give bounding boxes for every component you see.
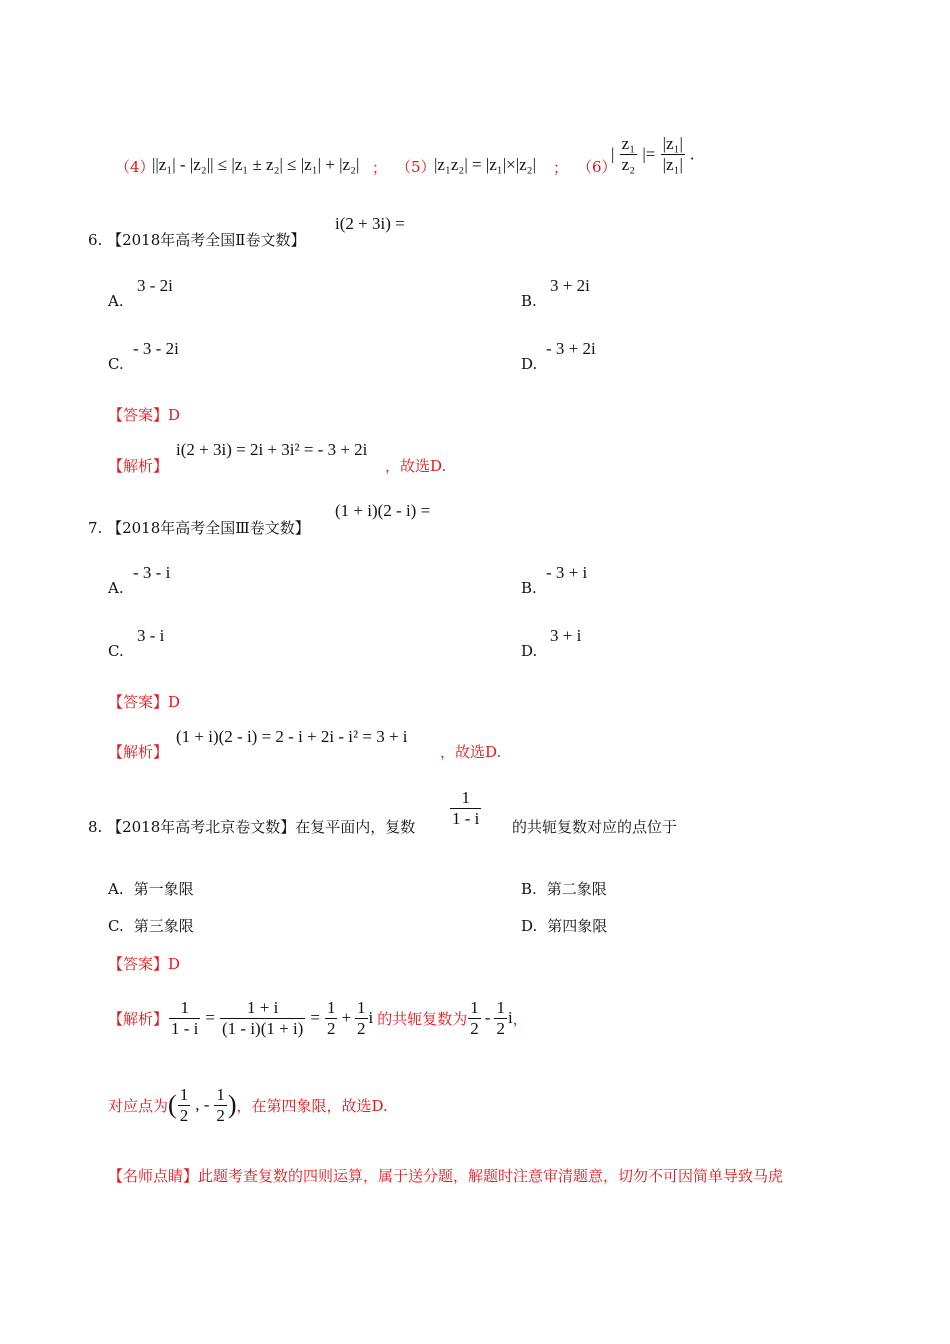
analysis-math (168, 998, 373, 1039)
fraction (169, 998, 200, 1039)
analysis-expression: (1 + i)(2 - i) = 2 - i + 2i - i² = 3 + i (176, 727, 408, 746)
plus-sign: + (341, 1008, 352, 1027)
fraction-denominator: (1 - i)(1 + i) (222, 1018, 304, 1038)
fraction (214, 1085, 227, 1126)
fraction-denominator: 2 (216, 1105, 225, 1125)
option-c-letter: C. (108, 355, 124, 373)
fraction-numerator: 1 (357, 997, 366, 1017)
open-paren: ( (168, 1090, 177, 1119)
teacher-tip: 【名师点睛】此题考查复数的四则运算，属于送分题，解题时注意审清题意，切勿不可因简单导致马虎 (108, 1167, 784, 1185)
comma: ， (512, 1009, 528, 1028)
fraction-denominator: z₂ (621, 155, 636, 174)
fraction (450, 788, 481, 829)
option-b-value: 3 + 2i (550, 276, 590, 295)
question-7-expression: (1 + i)(2 - i) = (335, 501, 431, 520)
item-6-label: （6） (577, 158, 617, 176)
option-text: 第一象限 (133, 880, 194, 898)
formula-6-fraction-2 (661, 134, 685, 175)
option-letter: C. (108, 917, 124, 935)
option-text: 第三象限 (133, 917, 194, 935)
fraction (468, 998, 481, 1039)
option-d-value: - 3 + 2i (546, 339, 596, 358)
option-c (108, 915, 194, 936)
answer-label: 【答案】D (108, 406, 181, 424)
item-5-label: （5） (396, 158, 436, 176)
fraction-numerator: |z₁| (662, 134, 683, 153)
answer-label: 【答案】D (108, 955, 181, 973)
formula-6-fraction (620, 134, 637, 175)
option-a-letter: A. (108, 579, 124, 597)
option-d-letter: D. (521, 355, 538, 373)
fraction-numerator: 1 + i (220, 998, 305, 1019)
analysis-expression: i(2 + 3i) = 2i + 3i² = - 3 + 2i (176, 440, 368, 459)
question-7-title: 7. 【2018年高考全国Ⅲ卷文数】 (88, 519, 310, 537)
formula-5: |z₁z₂| = |z₁|×|z₂| (434, 155, 536, 174)
analysis-line-2 (108, 1073, 388, 1137)
option-text: 第四象限 (547, 917, 608, 935)
option-d (521, 915, 607, 936)
analysis-label: 【解析】 (108, 743, 169, 761)
formula-6-period: . (690, 144, 695, 164)
analysis-label: 【解析】 (108, 1009, 169, 1028)
formula-6-equals: |= (642, 144, 656, 164)
fraction-numerator: 1 (470, 997, 479, 1017)
fraction-denominator: 2 (470, 1018, 479, 1038)
option-letter: A. (108, 880, 124, 898)
option-a-value: - 3 - i (133, 563, 171, 582)
analysis-conclusion: ，故选D. (385, 457, 447, 475)
separator: ； (553, 159, 569, 177)
imaginary-unit: i (507, 1008, 513, 1027)
formula-4: ||z₁| - |z₂|| ≤ |z₁ ± z₂| ≤ |z₁| + |z₂| (152, 155, 360, 174)
option-b-letter: B. (521, 292, 537, 310)
fraction-numerator: 1 (216, 1084, 225, 1104)
option-c-value: - 3 - 2i (133, 339, 179, 358)
question-8-suffix: 的共轭复数对应的点位于 (512, 818, 678, 836)
option-d-letter: D. (521, 642, 538, 660)
item-4-label: （4） (115, 158, 155, 176)
option-a-letter: A. (108, 292, 124, 310)
fraction-numerator: 1 (169, 998, 200, 1019)
close-paren: ) (227, 1090, 237, 1119)
fraction-denominator: 1 - i (452, 809, 480, 828)
option-a (108, 878, 194, 899)
formula-6-bar: | (611, 144, 615, 164)
fraction-numerator: 1 (450, 788, 481, 809)
analysis-line-1 (108, 986, 528, 1050)
fraction-numerator: 1 (496, 997, 505, 1017)
option-letter: B. (521, 880, 537, 898)
analysis-label: 【解析】 (108, 457, 169, 475)
option-letter: D. (521, 917, 538, 935)
conjugate-math (467, 998, 512, 1039)
fraction-denominator: |z₁| (662, 155, 683, 174)
fraction-numerator: 1 (179, 1084, 189, 1104)
coordinate-separator: , - (195, 1095, 210, 1114)
point-text: 对应点为 (108, 1096, 169, 1115)
option-c-letter: C. (108, 642, 124, 660)
question-8-fraction (449, 788, 482, 829)
fraction (220, 998, 305, 1039)
fraction-denominator: 2 (496, 1018, 505, 1038)
option-d-value: 3 + i (550, 626, 582, 645)
point-conclusion: ，在第四象限，故选D. (236, 1096, 388, 1115)
answer-label: 【答案】D (108, 693, 181, 711)
minus-sign: - (484, 1008, 491, 1027)
option-b-value: - 3 + i (546, 563, 588, 582)
option-a-value: 3 - 2i (137, 276, 173, 295)
conjugate-text: 的共轭复数为 (377, 1009, 468, 1028)
option-b (521, 878, 607, 899)
equals-sign: = (205, 1008, 215, 1027)
question-6-expression: i(2 + 3i) = (335, 214, 405, 233)
fraction-denominator: 2 (326, 1018, 336, 1038)
fraction-denominator: 1 - i (171, 1018, 199, 1038)
option-c-value: 3 - i (137, 626, 165, 645)
equals-sign: = (310, 1008, 320, 1027)
fraction (494, 998, 507, 1039)
imaginary-unit: i (368, 1008, 374, 1027)
fraction-denominator: 2 (357, 1018, 366, 1038)
question-8-title: 8. 【2018年高考北京卷文数】在复平面内，复数 (88, 818, 416, 836)
formula-6 (611, 134, 694, 175)
fraction-numerator: z₁ (621, 134, 636, 153)
fraction (178, 1085, 191, 1126)
question-6-title: 6. 【2018年高考全国Ⅱ卷文数】 (88, 231, 306, 249)
separator: ； (372, 159, 388, 177)
fraction-numerator: 1 (326, 997, 336, 1017)
option-b-letter: B. (521, 579, 537, 597)
analysis-conclusion: ，故选D. (440, 743, 502, 761)
fraction (355, 998, 368, 1039)
fraction-denominator: 2 (179, 1105, 189, 1125)
fraction (325, 998, 338, 1039)
point-coordinates (168, 1085, 237, 1126)
option-text: 第二象限 (546, 880, 607, 898)
